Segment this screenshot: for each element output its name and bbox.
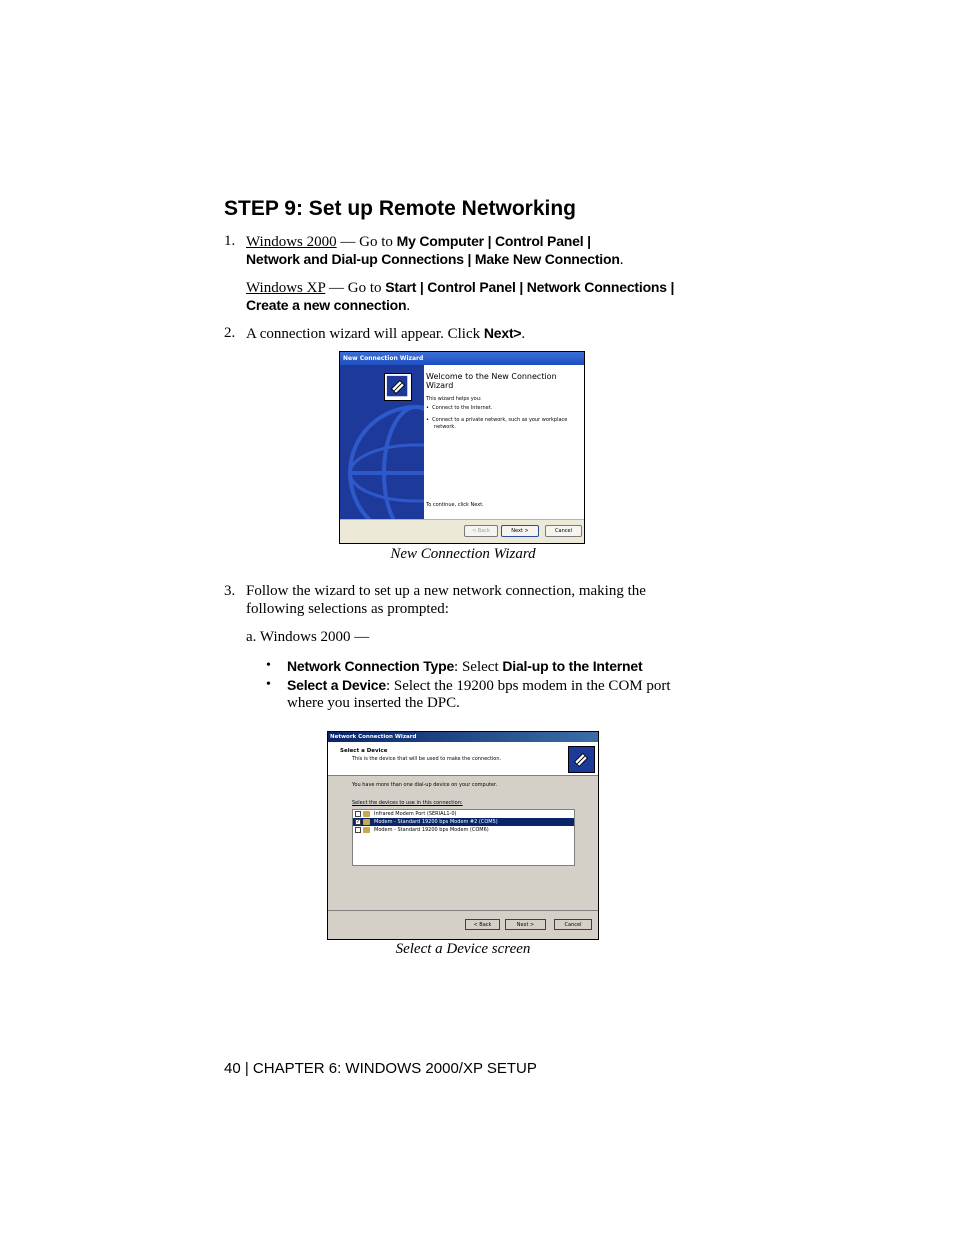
step-3-line-1: Follow the wizard to set up a new network connection, making the: [246, 583, 646, 599]
wizard-heading-2: Wizard: [426, 381, 454, 390]
network-type-value: Dial-up to the Internet: [502, 658, 643, 674]
globe-icon: [346, 403, 424, 522]
step-2-instruction: A connection wizard will appear. Click: [246, 326, 484, 342]
wizard-modem-icon: [384, 373, 412, 401]
step-1-winxp: [246, 278, 674, 297]
device-row-com5[interactable]: [353, 818, 574, 826]
modem-icon: [363, 819, 370, 825]
step-1-number: 1.: [224, 233, 236, 249]
path-winxp-b: Create a new connection: [246, 297, 407, 313]
os-windows-xp: Windows XP: [246, 280, 326, 296]
path-win2000-b: Network and Dial-up Connections | Make New Connection: [246, 251, 620, 267]
step-1-win2000-line2: [246, 250, 623, 269]
select-device-label: Select a Device: [287, 677, 386, 693]
period: .: [619, 252, 624, 268]
step-2-text: [246, 324, 525, 343]
bullet-dot-2: •: [266, 677, 271, 692]
device-checkbox[interactable]: [355, 811, 361, 817]
wizard-bullet-2-cont: network.: [434, 424, 456, 430]
select-device-text: : Select the 19200 bps modem in the COM port: [385, 678, 671, 694]
next-button[interactable]: Next >: [501, 525, 539, 537]
step-3-sub-a: a. Windows 2000 —: [246, 629, 370, 645]
device-checkbox[interactable]: ✓: [356, 819, 361, 825]
wizard-bullet-1: • Connect to the Internet.: [426, 405, 493, 411]
device-row-com6[interactable]: [353, 826, 574, 834]
goto-text: — Go to: [325, 280, 386, 296]
step-3-number: 3.: [224, 583, 236, 599]
cancel-button[interactable]: Cancel: [545, 525, 582, 537]
period: .: [406, 298, 411, 314]
next-label: Next>: [483, 325, 522, 341]
wizard-bullet-1-text: Connect to the Internet.: [432, 405, 493, 411]
device-list: [352, 809, 575, 866]
network-type-label: Network Connection Type: [287, 658, 455, 674]
wizard-content: [426, 372, 582, 508]
back-button[interactable]: < Back: [464, 525, 498, 537]
wizard-button-row: [340, 519, 584, 543]
next-button[interactable]: Next >: [505, 919, 546, 930]
back-button[interactable]: < Back: [465, 919, 500, 930]
step-3-line-2: following selections as prompted:: [246, 601, 449, 617]
path-winxp-a: Start | Control Panel | Network Connections |: [385, 279, 675, 295]
step-2-number: 2.: [224, 325, 236, 341]
wizard-bullet-2: • Connect to a private network, such as your workplace: [426, 417, 568, 423]
wizard-continue: To continue, click Next.: [426, 502, 484, 508]
new-connection-wizard-screenshot: [339, 351, 585, 544]
bullet-network-type: [287, 657, 642, 676]
step-1-winxp-line2: [246, 296, 410, 315]
wizard2-separator: [328, 910, 598, 911]
select-text: : Select: [454, 659, 503, 675]
wizard-helps: This wizard helps you:: [426, 396, 482, 402]
bullet-dot-1: •: [266, 658, 271, 673]
wizard-bullet-2-text: Connect to a private network, such as your workplace: [432, 417, 568, 423]
modem-icon: [363, 811, 370, 817]
bullet-select-device-cont: where you inserted the DPC.: [287, 695, 460, 711]
path-win2000-a: My Computer | Control Panel |: [396, 233, 591, 249]
caption-wizard: New Connection Wizard: [390, 546, 536, 562]
goto-text: — Go to: [336, 234, 397, 250]
step-1-win2000: [246, 232, 591, 251]
wizard-titlebar: New Connection Wizard: [340, 352, 584, 365]
device-label: Modem - Standard 19200 bps Modem (COM6): [374, 827, 489, 833]
bullet-select-device: [287, 676, 671, 695]
wizard2-modem-icon: [568, 746, 595, 773]
wizard2-header-title: Select a Device: [340, 748, 388, 754]
device-label: Infrared Modem Port (SERIAL1-0): [374, 811, 457, 817]
os-windows-2000: Windows 2000: [246, 234, 337, 250]
select-device-screenshot: [327, 731, 599, 940]
modem-icon: [363, 827, 370, 833]
period: .: [521, 326, 526, 342]
wizard-side-panel: [340, 365, 424, 522]
wizard2-header-sub: This is the device that will be used to make the connection.: [352, 756, 502, 762]
cancel-button[interactable]: Cancel: [554, 919, 592, 930]
device-row-infrared[interactable]: [353, 810, 574, 818]
wizard2-line-2: Select the devices to use in this connection:: [352, 800, 463, 806]
device-label: Modem - Standard 19200 bps Modem #2 (COM5): [374, 819, 498, 825]
page-title: STEP 9: Set up Remote Networking: [224, 197, 577, 220]
wizard2-header: [328, 742, 598, 776]
caption-select-device: Select a Device screen: [395, 941, 531, 957]
device-checkbox[interactable]: [355, 827, 361, 833]
wizard2-line-1: You have more than one dial-up device on your computer.: [352, 782, 498, 788]
wizard-heading-1: Welcome to the New Connection: [426, 372, 557, 381]
page-footer: 40 | CHAPTER 6: WINDOWS 2000/XP SETUP: [224, 1060, 537, 1077]
wizard2-titlebar: Network Connection Wizard: [328, 732, 598, 742]
